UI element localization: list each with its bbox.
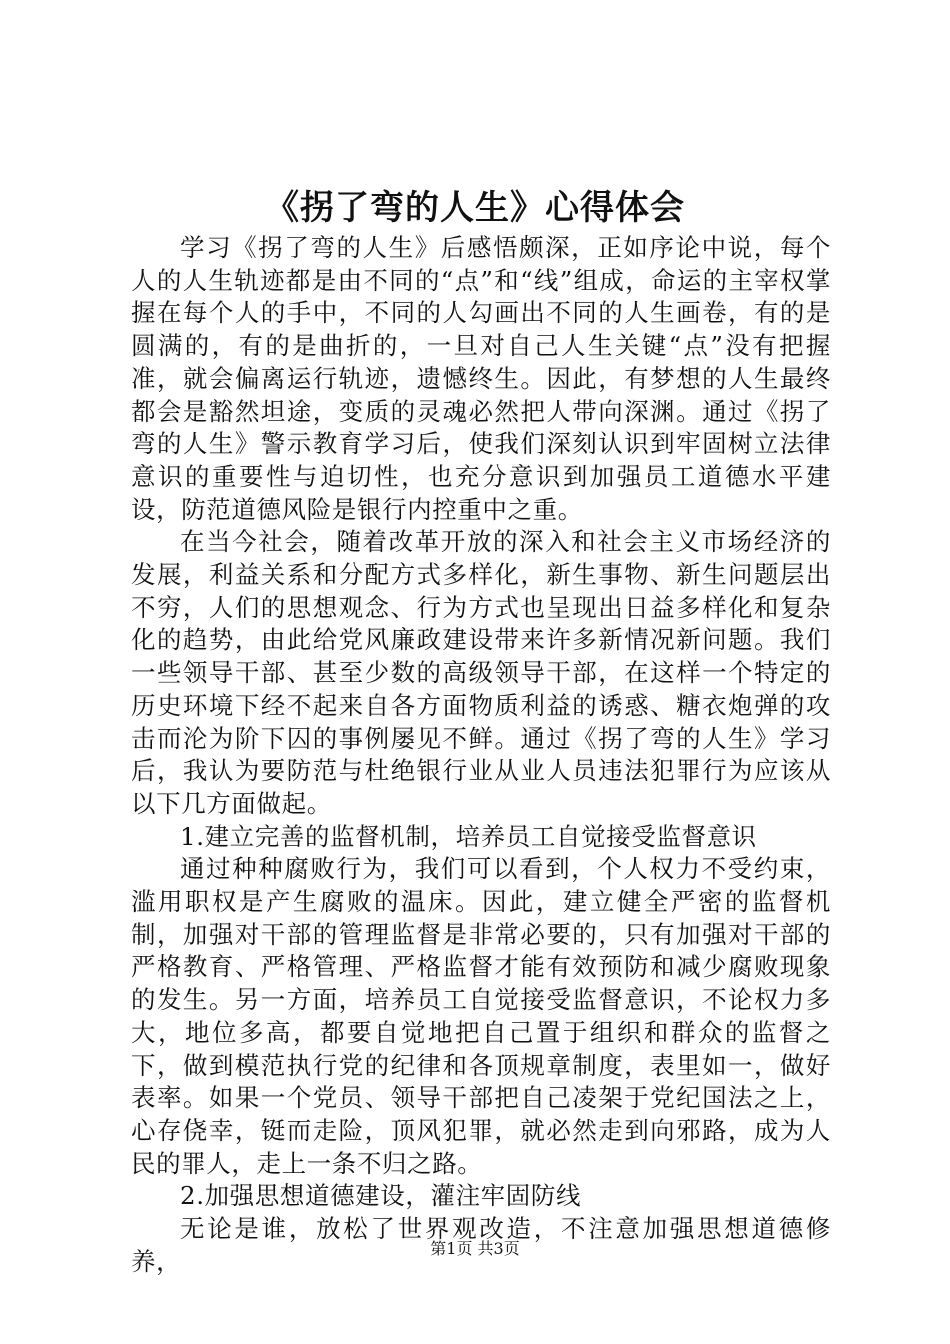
section-heading-1: 1.建立完善的监督机制，培养员工自觉接受监督意识 (180, 821, 757, 851)
paragraph-context: 在当今社会，随着改革开放的深入和社会主义市场经济的发展，利益关系和分配方式多样化，新生事物、新生问题层出不穷，人们的思想观念、行为方式也呈现出日益多样化和复杂化的趋势，由此给党风廉政建设带来许多新情况新问题。我们一些领导干部、甚至少数的高级领导干部，在这样一个特定的历史环境下经不起来自各方面物质利益的诱惑、糖衣炮弹的攻击而沦为阶下囚的事例屡见不鲜。通过《拐了弯的人生》学习后，我认为要防范与杜绝银行业从业人员违法犯罪行为应该从以下几方面做起。 (131, 527, 831, 818)
document-title: 《拐了弯的人生》心得体会 (265, 188, 685, 228)
page-number-footer: 第1页 共3页 (430, 1239, 520, 1258)
paragraph-intro: 学习《拐了弯的人生》后感悟颇深，正如序论中说，每个人的人生轨迹都是由不同的“点”和“线”组成，命运的主宰权掌握在每个人的手中，不同的人勾画出不同的人生画卷，有的是圆满的，有的是曲折的，一旦对自己人生关键“点”没有把握准，就会偏离运行轨迹，遗憾终生。因此，有梦想的人生最终都会是豁然坦途，变质的灵魂必然把人带向深渊。通过《拐了弯的人生》警示教育学习后，使我们深刻认识到牢固树立法律意识的重要性与迫切性，也充分意识到加强员工道德水平建设，防范道德风险是银行内控重中之重。 (131, 233, 831, 524)
paragraph-section-1: 通过种种腐败行为，我们可以看到，个人权力不受约束，滥用职权是产生腐败的温床。因此，建立健全严密的监督机制，加强对干部的管理监督是非常必要的，只有加强对干部的严格教育、严格管理、严格监督才能有效预防和减少腐败现象的发生。另一方面，培养员工自觉接受监督意识，不论权力多大，地位多高，都要自觉地把自己置于组织和群众的监督之下，做到模范执行党的纪律和各顶规章制度，表里如一，做好表率。如果一个党员、领导干部把自己凌架于党纪国法之上，心存侥幸，铤而走险，顶风犯罪，就必然走到向邪路，成为人民的罪人，走上一条不归之路。 (131, 854, 831, 1178)
section-heading-2: 2.加强思想道德建设，灌注牢固防线 (180, 1181, 582, 1211)
document-body (131, 232, 831, 1279)
paragraph-section-2: 无论是谁，放松了世界观改造，不注意加强思想道德修养， (131, 1214, 831, 1276)
